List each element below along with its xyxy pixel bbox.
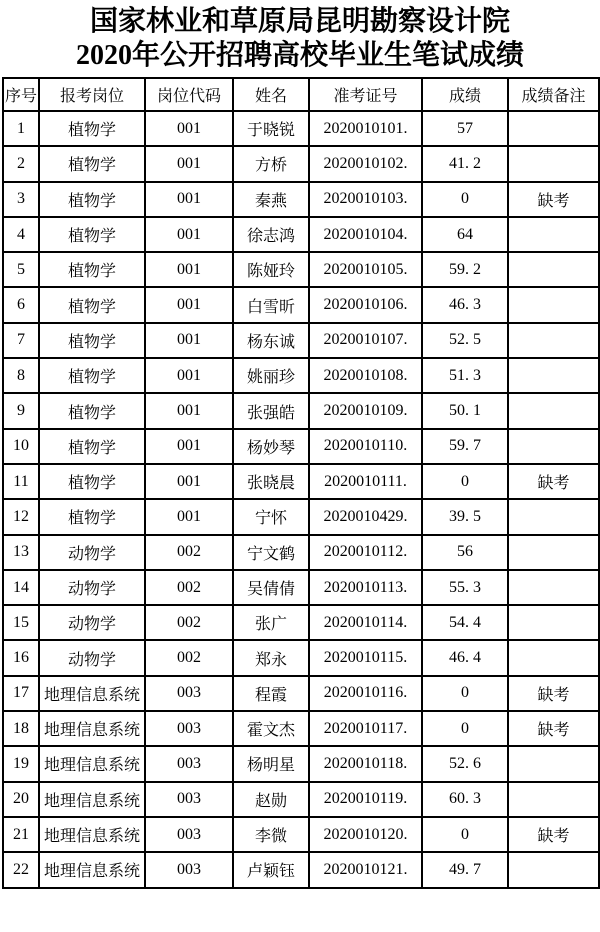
cell-no: 14 xyxy=(3,570,39,605)
cell-remark xyxy=(508,146,599,181)
cell-ticket: 2020010119. xyxy=(309,782,422,817)
cell-score: 51. 3 xyxy=(422,358,508,393)
cell-remark: 缺考 xyxy=(508,711,599,746)
table-row xyxy=(3,358,599,393)
cell-position: 地理信息系统 xyxy=(39,852,145,887)
cell-code: 003 xyxy=(145,676,233,711)
cell-ticket: 2020010109. xyxy=(309,393,422,428)
cell-ticket: 2020010107. xyxy=(309,323,422,358)
column-header-2: 岗位代码 xyxy=(145,78,233,111)
cell-remark xyxy=(508,535,599,570)
cell-no: 15 xyxy=(3,605,39,640)
cell-score: 0 xyxy=(422,464,508,499)
cell-code: 001 xyxy=(145,393,233,428)
column-header-5: 成绩 xyxy=(422,78,508,111)
cell-code: 001 xyxy=(145,358,233,393)
cell-name: 徐志鸿 xyxy=(233,217,309,252)
cell-position: 植物学 xyxy=(39,393,145,428)
cell-position: 地理信息系统 xyxy=(39,817,145,852)
cell-name: 宁文鹤 xyxy=(233,535,309,570)
table-row xyxy=(3,817,599,852)
cell-remark xyxy=(508,640,599,675)
cell-remark: 缺考 xyxy=(508,182,599,217)
cell-score: 50. 1 xyxy=(422,393,508,428)
cell-score: 55. 3 xyxy=(422,570,508,605)
column-header-4: 准考证号 xyxy=(309,78,422,111)
cell-score: 0 xyxy=(422,182,508,217)
scores-table xyxy=(2,77,600,889)
cell-remark xyxy=(508,217,599,252)
cell-ticket: 2020010429. xyxy=(309,499,422,534)
cell-position: 植物学 xyxy=(39,146,145,181)
cell-code: 003 xyxy=(145,711,233,746)
cell-no: 17 xyxy=(3,676,39,711)
cell-remark xyxy=(508,287,599,322)
table-row xyxy=(3,852,599,887)
cell-code: 003 xyxy=(145,817,233,852)
cell-ticket: 2020010104. xyxy=(309,217,422,252)
cell-position: 植物学 xyxy=(39,252,145,287)
cell-ticket: 2020010117. xyxy=(309,711,422,746)
table-row xyxy=(3,535,599,570)
cell-no: 9 xyxy=(3,393,39,428)
cell-code: 002 xyxy=(145,640,233,675)
cell-code: 001 xyxy=(145,287,233,322)
cell-no: 4 xyxy=(3,217,39,252)
cell-position: 动物学 xyxy=(39,535,145,570)
cell-no: 6 xyxy=(3,287,39,322)
cell-ticket: 2020010113. xyxy=(309,570,422,605)
cell-no: 19 xyxy=(3,746,39,781)
cell-name: 宁怀 xyxy=(233,499,309,534)
cell-name: 姚丽珍 xyxy=(233,358,309,393)
cell-no: 21 xyxy=(3,817,39,852)
cell-remark xyxy=(508,746,599,781)
cell-no: 12 xyxy=(3,499,39,534)
cell-no: 2 xyxy=(3,146,39,181)
cell-name: 方桥 xyxy=(233,146,309,181)
cell-score: 41. 2 xyxy=(422,146,508,181)
cell-position: 地理信息系统 xyxy=(39,782,145,817)
cell-no: 8 xyxy=(3,358,39,393)
table-row xyxy=(3,252,599,287)
table-row xyxy=(3,217,599,252)
cell-ticket: 2020010105. xyxy=(309,252,422,287)
cell-remark xyxy=(508,323,599,358)
table-row xyxy=(3,323,599,358)
cell-ticket: 2020010103. xyxy=(309,182,422,217)
cell-name: 杨东诚 xyxy=(233,323,309,358)
cell-name: 张晓晨 xyxy=(233,464,309,499)
table-row xyxy=(3,640,599,675)
cell-code: 001 xyxy=(145,217,233,252)
cell-ticket: 2020010112. xyxy=(309,535,422,570)
column-header-1: 报考岗位 xyxy=(39,78,145,111)
cell-code: 002 xyxy=(145,605,233,640)
table-row xyxy=(3,676,599,711)
table-row xyxy=(3,711,599,746)
cell-ticket: 2020010120. xyxy=(309,817,422,852)
cell-name: 张广 xyxy=(233,605,309,640)
cell-position: 植物学 xyxy=(39,217,145,252)
cell-score: 64 xyxy=(422,217,508,252)
cell-score: 46. 4 xyxy=(422,640,508,675)
cell-code: 002 xyxy=(145,535,233,570)
cell-no: 16 xyxy=(3,640,39,675)
cell-ticket: 2020010114. xyxy=(309,605,422,640)
cell-code: 001 xyxy=(145,111,233,146)
cell-ticket: 2020010115. xyxy=(309,640,422,675)
cell-name: 杨明星 xyxy=(233,746,309,781)
cell-score: 52. 6 xyxy=(422,746,508,781)
cell-name: 郑永 xyxy=(233,640,309,675)
cell-name: 白雪昕 xyxy=(233,287,309,322)
cell-remark xyxy=(508,570,599,605)
cell-code: 003 xyxy=(145,852,233,887)
table-row xyxy=(3,782,599,817)
cell-position: 植物学 xyxy=(39,499,145,534)
cell-score: 0 xyxy=(422,817,508,852)
cell-ticket: 2020010116. xyxy=(309,676,422,711)
cell-position: 植物学 xyxy=(39,464,145,499)
cell-code: 003 xyxy=(145,782,233,817)
cell-no: 3 xyxy=(3,182,39,217)
cell-remark xyxy=(508,499,599,534)
cell-remark xyxy=(508,358,599,393)
cell-no: 7 xyxy=(3,323,39,358)
cell-no: 13 xyxy=(3,535,39,570)
cell-remark xyxy=(508,852,599,887)
cell-no: 10 xyxy=(3,429,39,464)
cell-ticket: 2020010106. xyxy=(309,287,422,322)
column-header-6: 成绩备注 xyxy=(508,78,599,111)
cell-score: 59. 7 xyxy=(422,429,508,464)
cell-name: 秦燕 xyxy=(233,182,309,217)
table-row xyxy=(3,146,599,181)
column-header-0: 序号 xyxy=(3,78,39,111)
table-row xyxy=(3,605,599,640)
cell-code: 003 xyxy=(145,746,233,781)
cell-name: 杨妙琴 xyxy=(233,429,309,464)
cell-score: 0 xyxy=(422,676,508,711)
cell-ticket: 2020010101. xyxy=(309,111,422,146)
cell-remark xyxy=(508,393,599,428)
cell-score: 56 xyxy=(422,535,508,570)
cell-remark xyxy=(508,605,599,640)
cell-code: 001 xyxy=(145,499,233,534)
table-body xyxy=(3,111,599,888)
cell-position: 植物学 xyxy=(39,182,145,217)
cell-remark: 缺考 xyxy=(508,817,599,852)
table-row xyxy=(3,464,599,499)
cell-code: 001 xyxy=(145,182,233,217)
cell-score: 59. 2 xyxy=(422,252,508,287)
cell-score: 49. 7 xyxy=(422,852,508,887)
table-row xyxy=(3,287,599,322)
cell-remark xyxy=(508,111,599,146)
cell-code: 001 xyxy=(145,252,233,287)
cell-position: 植物学 xyxy=(39,287,145,322)
cell-name: 张强皓 xyxy=(233,393,309,428)
cell-position: 动物学 xyxy=(39,570,145,605)
table-row xyxy=(3,182,599,217)
table-row xyxy=(3,570,599,605)
cell-score: 46. 3 xyxy=(422,287,508,322)
cell-remark xyxy=(508,252,599,287)
cell-name: 吴倩倩 xyxy=(233,570,309,605)
cell-remark: 缺考 xyxy=(508,464,599,499)
cell-code: 001 xyxy=(145,146,233,181)
cell-ticket: 2020010108. xyxy=(309,358,422,393)
cell-no: 18 xyxy=(3,711,39,746)
cell-remark: 缺考 xyxy=(508,676,599,711)
cell-position: 植物学 xyxy=(39,429,145,464)
cell-name: 霍文杰 xyxy=(233,711,309,746)
cell-ticket: 2020010111. xyxy=(309,464,422,499)
cell-position: 植物学 xyxy=(39,358,145,393)
cell-ticket: 2020010110. xyxy=(309,429,422,464)
cell-code: 002 xyxy=(145,570,233,605)
cell-no: 5 xyxy=(3,252,39,287)
document-title-line1: 国家林业和草原局昆明勘察设计院 xyxy=(89,6,510,37)
cell-ticket: 2020010118. xyxy=(309,746,422,781)
cell-score: 60. 3 xyxy=(422,782,508,817)
table-header-row xyxy=(3,78,599,111)
cell-no: 11 xyxy=(3,464,39,499)
cell-ticket: 2020010102. xyxy=(309,146,422,181)
cell-position: 植物学 xyxy=(39,323,145,358)
cell-name: 于晓锐 xyxy=(233,111,309,146)
cell-no: 1 xyxy=(3,111,39,146)
cell-code: 001 xyxy=(145,464,233,499)
column-header-3: 姓名 xyxy=(233,78,309,111)
cell-score: 57 xyxy=(422,111,508,146)
cell-remark xyxy=(508,782,599,817)
cell-score: 54. 4 xyxy=(422,605,508,640)
table-row xyxy=(3,746,599,781)
cell-position: 地理信息系统 xyxy=(39,676,145,711)
cell-remark xyxy=(508,429,599,464)
cell-position: 地理信息系统 xyxy=(39,746,145,781)
cell-position: 地理信息系统 xyxy=(39,711,145,746)
cell-name: 卢颖钰 xyxy=(233,852,309,887)
table-row xyxy=(3,499,599,534)
cell-no: 20 xyxy=(3,782,39,817)
cell-name: 程霞 xyxy=(233,676,309,711)
cell-position: 动物学 xyxy=(39,605,145,640)
cell-code: 001 xyxy=(145,323,233,358)
cell-score: 0 xyxy=(422,711,508,746)
cell-code: 001 xyxy=(145,429,233,464)
cell-no: 22 xyxy=(3,852,39,887)
cell-score: 39. 5 xyxy=(422,499,508,534)
cell-name: 李微 xyxy=(233,817,309,852)
cell-score: 52. 5 xyxy=(422,323,508,358)
cell-name: 陈娅玲 xyxy=(233,252,309,287)
cell-name: 赵勋 xyxy=(233,782,309,817)
table-row xyxy=(3,429,599,464)
cell-ticket: 2020010121. xyxy=(309,852,422,887)
table-row xyxy=(3,111,599,146)
table-row xyxy=(3,393,599,428)
cell-position: 动物学 xyxy=(39,640,145,675)
cell-position: 植物学 xyxy=(39,111,145,146)
document-title-line2: 2020年公开招聘高校毕业生笔试成绩 xyxy=(75,40,524,71)
